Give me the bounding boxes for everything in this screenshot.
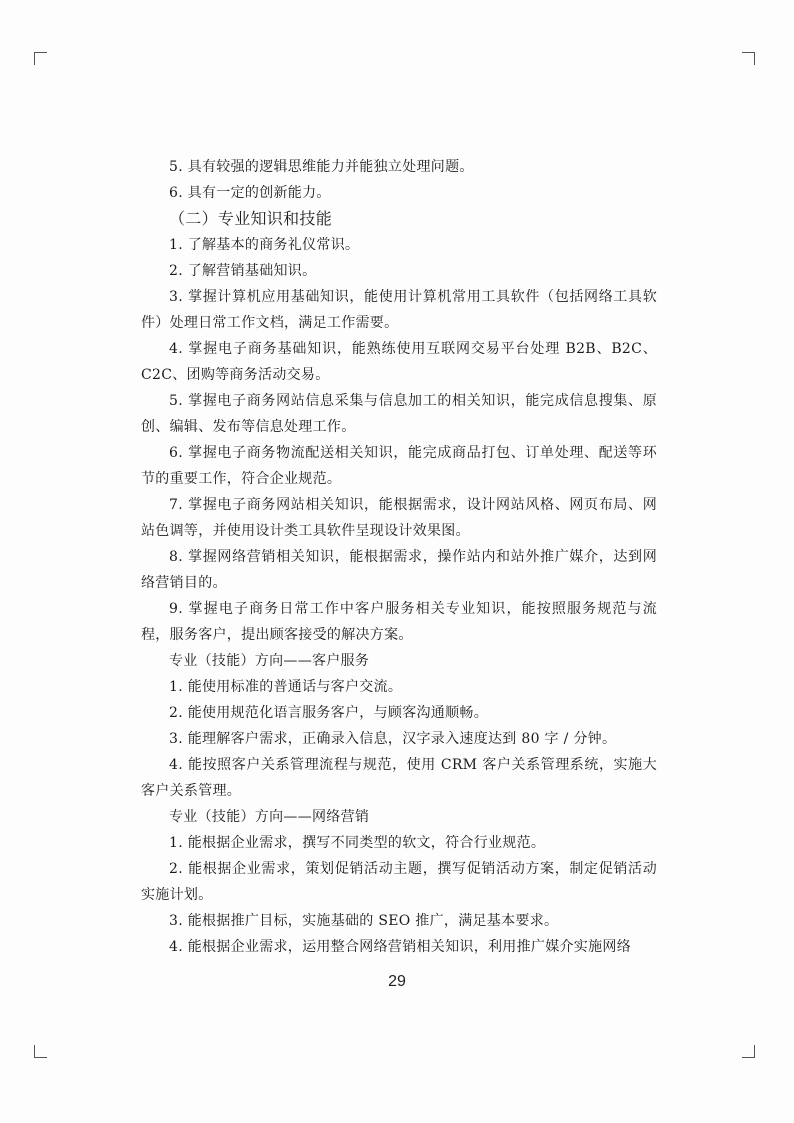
page-number: 29: [388, 973, 406, 990]
list-item: 3. 掌握计算机应用基础知识，能使用计算机常用工具软件（包括网络工具软件）处理日常工作文档，满足工作需要。: [141, 289, 657, 331]
list-item: 9. 掌握电子商务日常工作中客户服务相关专业知识，能按照服务规范与流程，服务客户，提出顾客接受的解决方案。: [141, 601, 657, 643]
crop-mark-bottom-left: [34, 1045, 47, 1058]
list-item: 1. 能使用标准的普通话与客户交流。: [169, 679, 403, 695]
list-item: 8. 掌握网络营销相关知识，能根据需求，操作站内和站外推广媒介，达到网络营销目的。: [141, 549, 657, 591]
list-item: 3. 能根据推广目标，实施基础的 SEO 推广，满足基本要求。: [169, 913, 559, 929]
list-item: 5. 掌握电子商务网站信息采集与信息加工的相关知识，能完成信息搜集、原创、编辑、发布等信息处理工作。: [141, 393, 657, 435]
subsection-heading: 专业（技能）方向——客户服务: [169, 653, 370, 669]
list-item: 2. 能根据企业需求，策划促销活动主题，撰写促销活动方案，制定促销活动实施计划。: [141, 861, 657, 903]
list-item: 6. 掌握电子商务物流配送相关知识，能完成商品打包、订单处理、配送等环节的重要工作，符合企业规范。: [141, 445, 657, 487]
list-item: 2. 了解营销基础知识。: [169, 263, 317, 279]
list-item: 4. 能根据企业需求，运用整合网络营销相关知识，利用推广媒介实施网络: [169, 939, 632, 955]
crop-mark-top-left: [34, 52, 47, 65]
list-item: 2. 能使用规范化语言服务客户，与顾客沟通顺畅。: [169, 705, 489, 721]
subsection-heading: 专业（技能）方向——网络营销: [169, 809, 370, 825]
list-item: 4. 掌握电子商务基础知识，能熟练使用互联网交易平台处理 B2B、B2C、C2C、团购等商务活动交易。: [141, 341, 657, 383]
crop-mark-top-right: [742, 52, 755, 65]
list-item: 6. 具有一定的创新能力。: [169, 185, 331, 201]
body-text: [141, 154, 657, 960]
crop-mark-bottom-right: [742, 1045, 755, 1058]
section-heading: （二）专业知识和技能: [169, 209, 333, 228]
list-item: 1. 了解基本的商务礼仪常识。: [169, 237, 360, 253]
list-item: 5. 具有较强的逻辑思维能力并能独立处理问题。: [169, 159, 474, 175]
list-item: 4. 能按照客户关系管理流程与规范，使用 CRM 客户关系管理系统，实施大客户关系管理。: [141, 757, 657, 799]
list-item: 7. 掌握电子商务网站相关知识，能根据需求，设计网站风格、网页布局、网站色调等，并使用设计类工具软件呈现设计效果图。: [141, 497, 657, 539]
list-item: 3. 能理解客户需求，正确录入信息，汉字录入速度达到 80 字 / 分钟。: [169, 731, 617, 747]
list-item: 1. 能根据企业需求，撰写不同类型的软文，符合行业规范。: [169, 835, 546, 851]
